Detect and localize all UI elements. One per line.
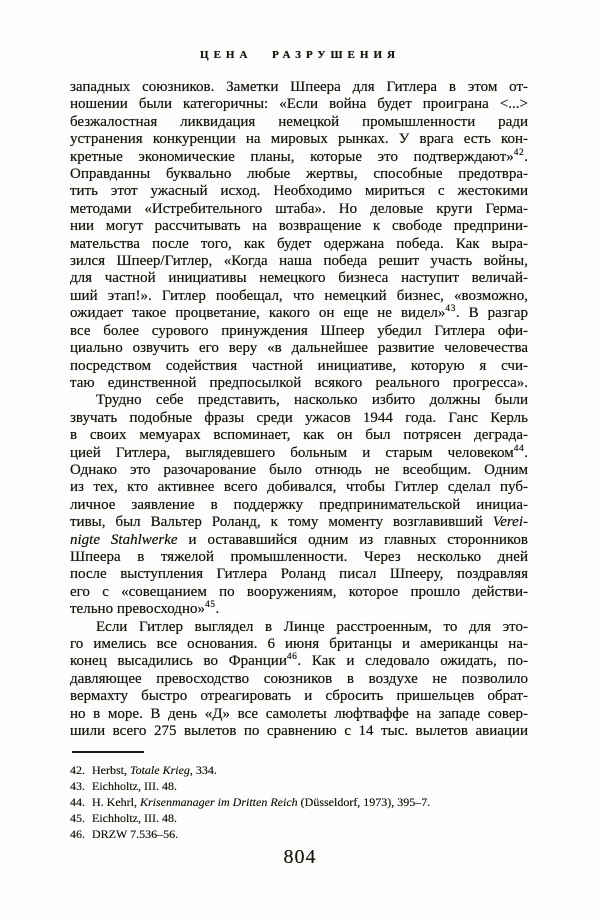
footnote-ref: 42: [513, 147, 525, 158]
line-text: .: [524, 148, 528, 165]
text-line: после выступления Гитлера Роланд писал Шпееру, поздравляя: [70, 566, 528, 583]
text-line: [70, 532, 528, 549]
italic-text: nigte Stahlwerke: [70, 531, 178, 548]
line-text: тельно превосходно»: [70, 601, 205, 618]
footnote: [70, 826, 528, 842]
footnote: [70, 778, 528, 794]
text-line: для частной инициативы немецкого бизнеса наступит величай-: [70, 270, 528, 287]
line-text: цией Гитлера, выглядевшего больным и старым человеком: [70, 444, 514, 461]
text-line: [70, 601, 528, 618]
footnote-ref: 46: [286, 652, 298, 663]
body-text: [70, 79, 528, 740]
footnote-number: 42.: [70, 763, 85, 777]
text-line: Оправданны буквально любые жертвы, способные предотвра-: [70, 166, 528, 183]
footnote-text: Herbst,: [92, 763, 130, 777]
text-line: личное заявление в поддержку предпринимательской инициа-: [70, 496, 528, 513]
text-line: методами «Истребительного штаба». Но деловые круги Герма-: [70, 200, 528, 217]
work-title: Totale Krieg: [130, 763, 190, 777]
text-line: безжалостная ликвидация немецкой промышленности ради: [70, 113, 528, 130]
running-header: ЦЕНА РАЗРУШЕНИЯ: [200, 49, 400, 61]
footnote-text: Eichholtz, III. 48.: [92, 779, 177, 794]
text-line: Трудно себе представить, насколько избито должны были: [96, 392, 528, 409]
footnote-text: (Düsseldorf, 1973), 395–7.: [297, 795, 431, 810]
footnote-ref: 44: [513, 443, 525, 454]
text-line: устранения конкуренции на мировых рынках. У врага есть кон-: [70, 131, 528, 148]
footnotes: [70, 751, 528, 842]
text-line: [70, 514, 528, 531]
text-line: мательства после того, как будет одержана победа. Как выра-: [70, 235, 528, 252]
text-line: [70, 305, 528, 322]
text-line: но в море. В день «Д» все самолеты люфтваффе на западе совер-: [70, 705, 528, 722]
text-line: давляющее превосходство союзников в воздухе не позволило: [70, 670, 528, 687]
line-text: . Как и следовало ожидать, по-: [297, 653, 529, 670]
footnote: [70, 810, 528, 826]
footnote-text: H. Kehrl,: [92, 795, 140, 810]
footnote-number: 46.: [70, 827, 85, 842]
text-line: Однако это разочарование было отнюдь не всеобщим. Одним: [70, 461, 528, 478]
footnote: [70, 794, 528, 810]
text-line: из тех, кто активнее всего добивался, чтобы Гитлер сделал пуб-: [70, 479, 528, 496]
text-line: ношении были категоричны: «Если война будет проиграна <...>: [70, 96, 528, 113]
text-line: шили всего 275 вылетов по сравнению с 14 тыс. вылетов авиации: [70, 723, 528, 740]
text-line: звучать подобные фразы среди ужасов 1944 года. Ганс Керль: [70, 409, 528, 426]
text-line: все более сурового принуждения Шпеер убедил Гитлера офи-: [70, 322, 528, 339]
line-text: ожидает такое процветание, какого он еще не видел»: [70, 305, 446, 322]
text-line: циально озвучить его веру «в дальнейшее развитие человечества: [70, 340, 528, 357]
line-text: .: [524, 444, 528, 461]
text-line: таю единственной предпосылкой всякого реального прогресса».: [70, 374, 528, 391]
italic-text: Verei-: [492, 514, 528, 531]
footnote-number: 44.: [70, 795, 85, 810]
work-title: Krisenmanager im Dritten Reich: [140, 795, 298, 810]
page-number: 804: [283, 846, 317, 868]
text-line: посредством содействия частной инициативе, которую я счи-: [70, 357, 528, 374]
footnote-number: 43.: [70, 779, 85, 794]
text-line: тить этот ужасный исход. Необходимо мириться с жестокими: [70, 183, 528, 200]
text-line: западных союзников. Заметки Шпеера для Гитлера в этом от-: [70, 79, 528, 95]
text-line: Шпеера в тяжелой промышленности. Через несколько дней: [70, 548, 528, 565]
text-line: [70, 445, 528, 462]
line-text: . В разгар: [455, 305, 528, 322]
footnote-text: Eichholtz, III. 48.: [92, 811, 177, 826]
line-text: .: [215, 601, 220, 618]
footnote-text: DRZW 7.536–56.: [92, 827, 179, 842]
footnote-ref: 45: [204, 600, 216, 611]
text-line: Если Гитлер выглядел в Линце расстроенным, то для это-: [96, 618, 528, 635]
footnote-number: 45.: [70, 811, 85, 826]
text-line: вермахту быстро отреагировать и сбросить пришельцев обрат-: [70, 688, 528, 705]
line-text: и остававшийся одним из главных сторонников: [177, 531, 528, 548]
text-line: нии могут рассчитывать на возвращение к свободе предприни-: [70, 218, 528, 235]
footnote: [70, 762, 528, 778]
footnote-ref: 43: [445, 304, 456, 315]
text-line: его с «совещанием по вооружениям, которое прошло действи-: [70, 583, 528, 600]
text-line: в своих мемуарах вспоминает, как он был потрясен деграда-: [70, 427, 528, 444]
line-text: конец высадились во Франции: [70, 653, 287, 670]
line-text: кретные экономические планы, которые это подтверждают»: [70, 148, 514, 165]
text-line: [70, 149, 528, 166]
text-line: [70, 653, 528, 670]
line-text: тивы, был Вальтер Роланд, к тому моменту возглавивший: [70, 514, 493, 531]
text-line: го имелись все основания. 6 июня британцы и американцы на-: [70, 636, 528, 652]
footnote-separator: [72, 751, 144, 753]
text-line: ший этап!». Гитлер пообещал, что немецкий бизнес, «возможно,: [70, 287, 528, 304]
footnote-text: , 334.: [189, 763, 217, 777]
text-line: зился Шпеер/Гитлер, «Когда наша победа решит участь войны,: [70, 253, 528, 270]
